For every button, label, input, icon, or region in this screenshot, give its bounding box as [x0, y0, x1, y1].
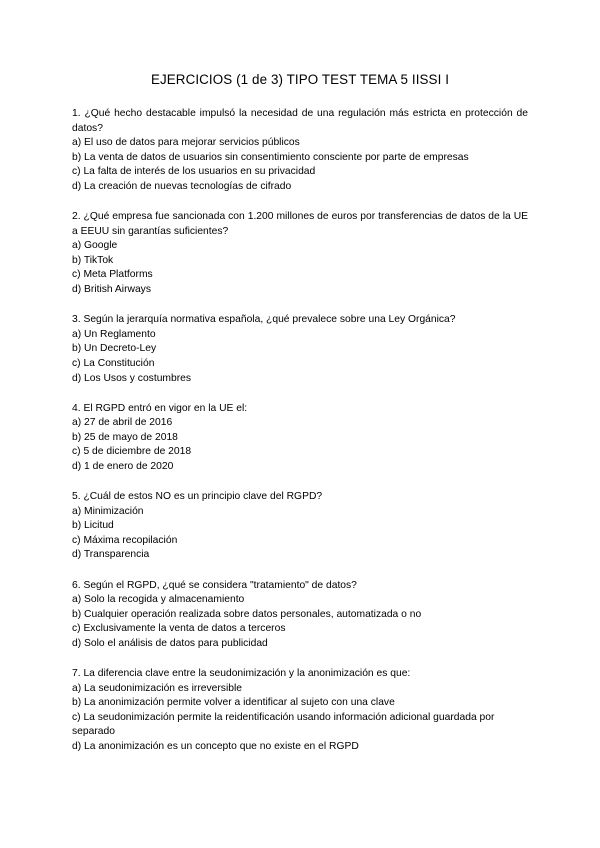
option-b[interactable]: b) TikTok [72, 254, 114, 266]
option-d[interactable]: d) 1 de enero de 2020 [72, 460, 174, 472]
option-list [72, 682, 528, 755]
option-c[interactable]: c) Exclusivamente la venta de datos a terceros [72, 623, 286, 635]
option-b[interactable]: b) Un Decreto-Ley [72, 343, 157, 355]
option-b[interactable]: b) 25 de mayo de 2018 [72, 431, 178, 443]
option-list [72, 136, 528, 194]
option-d[interactable]: d) Transparencia [72, 549, 150, 561]
question-text: 5. ¿Cuál de estos NO es un principio clave del RGPD? [72, 491, 323, 503]
option-list [72, 416, 528, 474]
page-title: EJERCICIOS (1 de 3) TIPO TEST TEMA 5 IISSI I [150, 72, 450, 87]
option-c[interactable]: c) La seudonimización permite la reidentificación usando información adicional guardada por separado [72, 711, 495, 738]
option-d[interactable]: d) La anonimización es un concepto que no existe en el RGPD [72, 740, 359, 752]
option-a[interactable]: a) Solo la recogida y almacenamiento [72, 594, 245, 606]
question-4 [72, 402, 528, 475]
option-b[interactable]: b) Cualquier operación realizada sobre datos personales, automatizada o no [72, 608, 422, 620]
option-list [72, 593, 528, 651]
question-5 [72, 490, 528, 563]
option-b[interactable]: b) La venta de datos de usuarios sin consentimiento consciente por parte de empresas [72, 151, 469, 163]
option-d[interactable]: d) Solo el análisis de datos para publicidad [72, 637, 268, 649]
option-d[interactable]: d) British Airways [72, 284, 151, 296]
question-text: 4. El RGPD entró en vigor en la UE el: [72, 402, 248, 414]
option-d[interactable]: d) Los Usos y costumbres [72, 372, 192, 384]
question-7 [72, 667, 528, 755]
option-list [72, 505, 528, 563]
question-text: 3. Según la jerarquía normativa española, ¿qué prevalece sobre una Ley Orgánica? [72, 314, 456, 326]
option-a[interactable]: a) Minimización [72, 505, 144, 517]
option-list [72, 328, 528, 386]
question-6 [72, 579, 528, 652]
option-a[interactable]: a) La seudonimización es irreversible [72, 682, 242, 694]
question-3 [72, 313, 528, 386]
option-b[interactable]: b) Licitud [72, 520, 114, 532]
question-1 [72, 107, 528, 195]
question-text: 7. La diferencia clave entre la seudonimización y la anonimización es que: [72, 668, 411, 679]
question-text: 2. ¿Qué empresa fue sancionada con 1.200 millones de euros por transferencias de datos de la UE a EEUU sin garantías suficientes? [72, 211, 528, 237]
option-c[interactable]: c) La Constitución [72, 357, 155, 369]
question-2 [72, 210, 528, 298]
option-c[interactable]: c) La falta de interés de los usuarios en su privacidad [72, 166, 316, 178]
question-text: 6. Según el RGPD, ¿qué se considera "tratamiento" de datos? [72, 579, 357, 591]
option-b[interactable]: b) La anonimización permite volver a identificar al sujeto con una clave [72, 697, 395, 709]
option-a[interactable]: a) El uso de datos para mejorar servicios públicos [72, 137, 300, 149]
option-c[interactable]: c) Máxima recopilación [72, 534, 178, 546]
question-text: 1. ¿Qué hecho destacable impulsó la necesidad de una regulación más estricta en protección de datos? [72, 108, 528, 134]
option-a[interactable]: a) 27 de abril de 2016 [72, 417, 173, 429]
option-a[interactable]: a) Un Reglamento [72, 328, 156, 340]
option-c[interactable]: c) 5 de diciembre de 2018 [72, 446, 192, 458]
option-list [72, 239, 528, 297]
option-a[interactable]: a) Google [72, 240, 118, 252]
document-page [72, 72, 528, 770]
option-d[interactable]: d) La creación de nuevas tecnologías de cifrado [72, 180, 292, 192]
option-c[interactable]: c) Meta Platforms [72, 269, 153, 281]
